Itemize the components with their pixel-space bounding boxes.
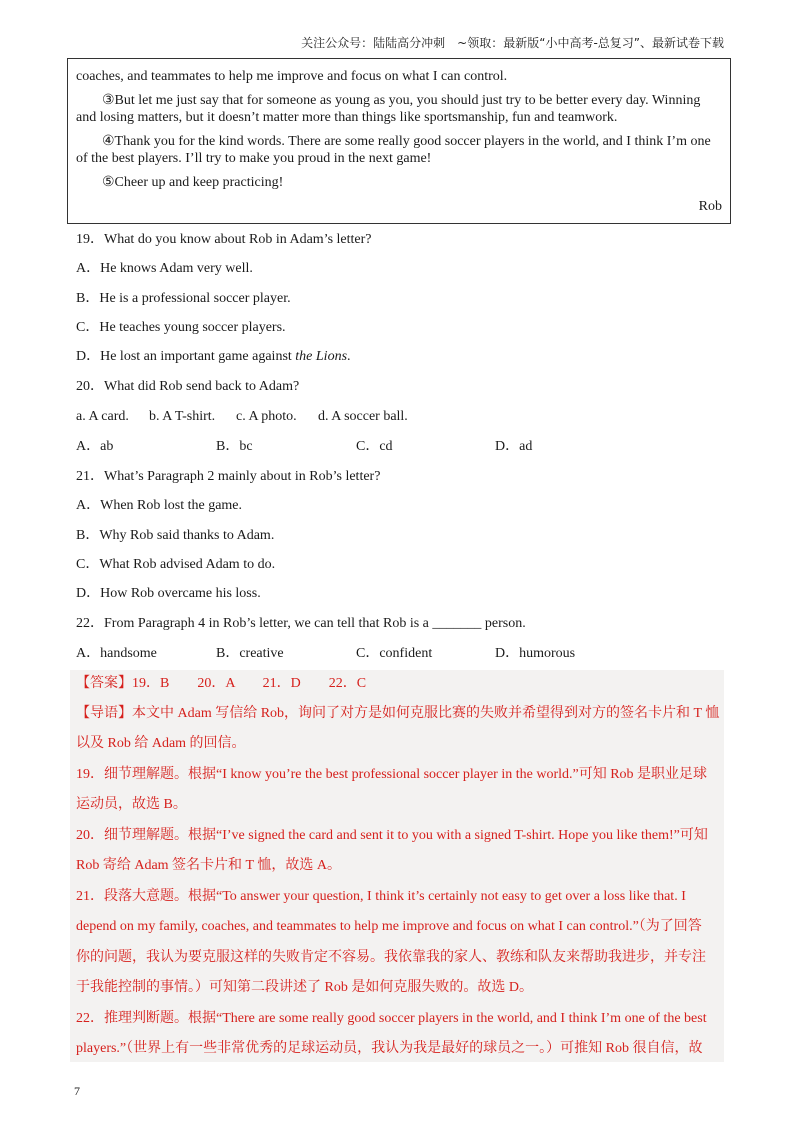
letter-signature: Rob: [698, 199, 722, 214]
letter-paragraph-3-cont: and losing matters, but it doesn’t matter more than things like sportsmanship, fun and teamwork.: [76, 110, 618, 125]
question-21-stem: 21．What’s Paragraph 2 mainly about in Rob’s letter?: [76, 469, 381, 484]
explanation-19-line-2: 运动员，故选 B。: [76, 797, 187, 812]
item-d: d. A soccer ball.: [318, 409, 408, 424]
explanation-21-line-3: 你的问题，我认为要克服这样的失败肯定不容易。我依靠我的家人、教练和队友来帮助我进步，并专注: [76, 950, 706, 965]
explanation-20-line-1: 20．细节理解题。根据“I’ve signed the card and sent it to you with a signed T-shirt. Hope you like them!”可知: [76, 828, 708, 843]
item-c: c. A photo.: [236, 409, 297, 424]
question-20-options: [76, 438, 676, 455]
question-22-stem: 22．From Paragraph 4 in Rob’s letter, we can tell that Rob is a _______ person.: [76, 616, 526, 631]
question-19-option-c: C．He teaches young soccer players.: [76, 320, 286, 335]
question-21-option-b: B．Why Rob said thanks to Adam.: [76, 528, 275, 543]
question-19-stem: 19．What do you know about Rob in Adam’s letter?: [76, 232, 372, 247]
option-d-end: .: [347, 349, 351, 364]
question-22-options: [76, 645, 676, 662]
letter-paragraph-5: ⑤Cheer up and keep practicing!: [102, 175, 284, 190]
letter-box: [67, 58, 731, 224]
question-22-option-a: A．handsome: [76, 646, 157, 661]
question-21-option-a: A．When Rob lost the game.: [76, 498, 243, 513]
explanation-21-line-2: depend on my family, coaches, and teammates to help me improve and focus on what I can control.”（为了回答: [76, 919, 702, 934]
letter-paragraph-4: ④Thank you for the kind words. There are some really good soccer players in the world, and I think I’m one: [102, 134, 711, 149]
question-21-option-c: C．What Rob advised Adam to do.: [76, 557, 276, 572]
question-22-option-c: C．confident: [356, 646, 433, 661]
letter-paragraph-3: ③But let me just say that for someone as young as you, you should just try to be better every day. Winning: [102, 93, 701, 108]
explanation-22-line-1: 22．推理判断题。根据“There are some really good soccer players in the world, and I think I’m one of the best: [76, 1011, 707, 1026]
option-d-italic: the Lions: [295, 349, 348, 364]
guide-line-1: 【导语】本文中 Adam 写信给 Rob，询问了对方是如何克服比赛的失败并希望得到对方的签名卡片和 T 恤: [76, 706, 720, 721]
question-19-option-b: B．He is a professional soccer player.: [76, 291, 291, 306]
question-19-option-d: [76, 348, 351, 365]
question-20-items: [76, 408, 676, 425]
explanation-20-line-2: Rob 寄给 Adam 签名卡片和 T 恤，故选 A。: [76, 858, 341, 873]
explanation-21-line-4: 于我能控制的事情。）可知第二段讲述了 Rob 是如何克服失败的。故选 D。: [76, 980, 533, 995]
explanation-19-line-1: 19．细节理解题。根据“I know you’re the best professional soccer player in the world.”可知 Rob 是职业足球: [76, 767, 708, 782]
guide-line-2: 以及 Rob 给 Adam 的回信。: [76, 736, 246, 751]
letter-line: coaches, and teammates to help me improve and focus on what I can control.: [76, 69, 508, 84]
question-20-option-c: C．cd: [356, 439, 393, 454]
question-20-option-b: B．bc: [216, 439, 253, 454]
page-number: 7: [74, 1084, 80, 1098]
page-header: 关注公众号：陆陆高分冲刺 ~领取：最新版“小中高考-总复习”、最新试卷下载: [301, 36, 724, 50]
question-22-option-d: D．humorous: [495, 646, 576, 661]
question-20-stem: 20．What did Rob send back to Adam?: [76, 379, 300, 394]
item-a: a. A card.: [76, 409, 129, 424]
item-b: b. A T-shirt.: [149, 409, 216, 424]
question-22-option-b: B．creative: [216, 646, 284, 661]
explanation-22-line-2: players.”（世界上有一些非常优秀的足球运动员，我认为我是最好的球员之一。）可推知 Rob 很自信，故: [76, 1041, 703, 1056]
question-21-option-d: D．How Rob overcame his loss.: [76, 586, 261, 601]
question-20-option-a: A．ab: [76, 439, 114, 454]
question-19-option-a: A．He knows Adam very well.: [76, 261, 253, 276]
question-20-option-d: D．ad: [495, 439, 533, 454]
letter-paragraph-4-cont: of the best players. I’ll try to make you proud in the next game!: [76, 151, 432, 166]
option-d-text: D．He lost an important game against: [76, 349, 296, 364]
answer-key: 【答案】19．B 20．A 21．D 22．C: [76, 676, 367, 691]
explanation-21-line-1: 21．段落大意题。根据“To answer your question, I think it’s certainly not easy to get over a loss like that. I: [76, 889, 686, 904]
